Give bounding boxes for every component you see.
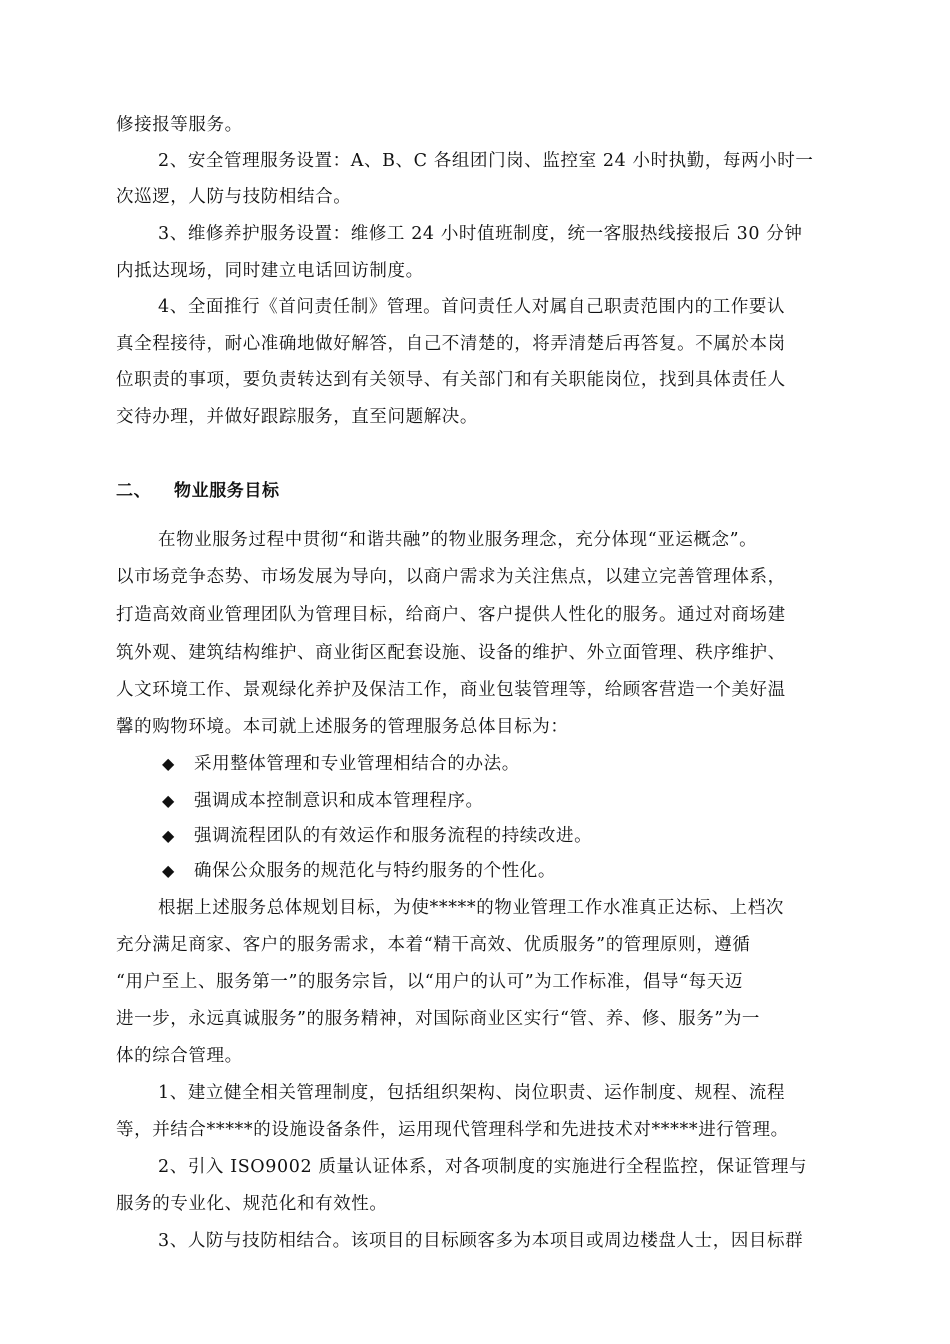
diamond-bullet-icon: ◆ [162,754,175,773]
text-line: 3、维修养护服务设置：维修工 24 小时值班制度，统一客服热线接报后 30 分钟 [158,224,803,244]
text-line: 4、全面推行《首问责任制》管理。首问责任人对属自己职责范围内的工作要认 [158,297,786,317]
bullet-text: 强调流程团队的有效运作和服务流程的持续改进。 [194,826,593,846]
bullet-text: 强调成本控制意识和成本管理程序。 [194,791,484,811]
text-line: 2、引入 ISO9002 质量认证体系，对各项制度的实施进行全程监控，保证管理与 [158,1157,808,1177]
text-line: 打造高效商业管理团队为管理目标，给商户、客户提供人性化的服务。通过对商场建 [116,605,786,625]
text-line: 馨的购物环境。本司就上述服务的管理服务总体目标为： [116,717,569,737]
bullet-text: 采用整体管理和专业管理相结合的办法。 [194,754,520,774]
section-heading [116,478,856,504]
text-line: 修接报等服务。 [116,115,243,135]
bullet-text: 确保公众服务的规范化与特约服务的个性化。 [194,861,556,881]
diamond-bullet-icon: ◆ [162,861,175,880]
text-line: 在物业服务过程中贯彻“和谐共融”的物业服务理念，充分体现“亚运概念”。 [158,530,758,550]
bullet-item [162,858,902,884]
text-line: 3、人防与技防相结合。该项目的目标顾客多为本项目或周边楼盘人士，因目标群 [158,1231,804,1251]
bullet-item [162,751,902,777]
text-line: 2、安全管理服务设置：A、B、C 各组团门岗、监控室 24 小时执勤，每两小时一 [158,151,814,171]
text-line: 位职责的事项，要负责转达到有关领导、有关部门和有关职能岗位，找到具体责任人 [116,370,786,390]
bullet-item [162,823,902,849]
section-title: 物业服务目标 [174,481,280,501]
diamond-bullet-icon: ◆ [162,826,175,845]
text-line: 根据上述服务总体规划目标，为使*****的物业管理工作水准真正达标、上档次 [158,898,784,918]
text-line: 人文环境工作、景观绿化养护及保洁工作，商业包装管理等，给顾客营造一个美好温 [116,680,786,700]
text-line: 内抵达现场，同时建立电话回访制度。 [116,261,424,281]
text-line: 真全程接待，耐心准确地做好解答，自己不清楚的，将弄清楚后再答复。不属於本岗 [116,334,786,354]
text-line: 交待办理，并做好跟踪服务，直至问题解决。 [116,407,478,427]
text-line: 筑外观、建筑结构维护、商业街区配套设施、设备的维护、外立面管理、秩序维护、 [116,643,786,663]
text-line: 体的综合管理。 [116,1046,243,1066]
text-line: 充分满足商家、客户的服务需求，本着“精干高效、优质服务”的管理原则，遵循 [116,935,751,955]
text-line: 等，并结合*****的设施设备条件，运用现代管理科学和先进技术对*****进行管理。 [116,1120,789,1140]
diamond-bullet-icon: ◆ [162,791,175,810]
text-line: 服务的专业化、规范化和有效性。 [116,1194,388,1214]
text-line: 进一步，永远真诚服务”的服务精神，对国际商业区实行“管、养、修、服务”为一 [116,1009,761,1029]
section-number: 二、 [116,481,152,501]
text-line: 以市场竞争态势、市场发展为导向，以商户需求为关注焦点，以建立完善管理体系， [116,567,786,587]
text-line: 1、建立健全相关管理制度，包括组织架构、岗位职责、运作制度、规程、流程 [158,1083,786,1103]
bullet-item [162,788,902,814]
text-line: “用户至上、服务第一”的服务宗旨，以“用户的认可”为工作标准，倡导“每天迈 [116,972,743,992]
text-line: 次巡逻，人防与技防相结合。 [116,187,352,207]
